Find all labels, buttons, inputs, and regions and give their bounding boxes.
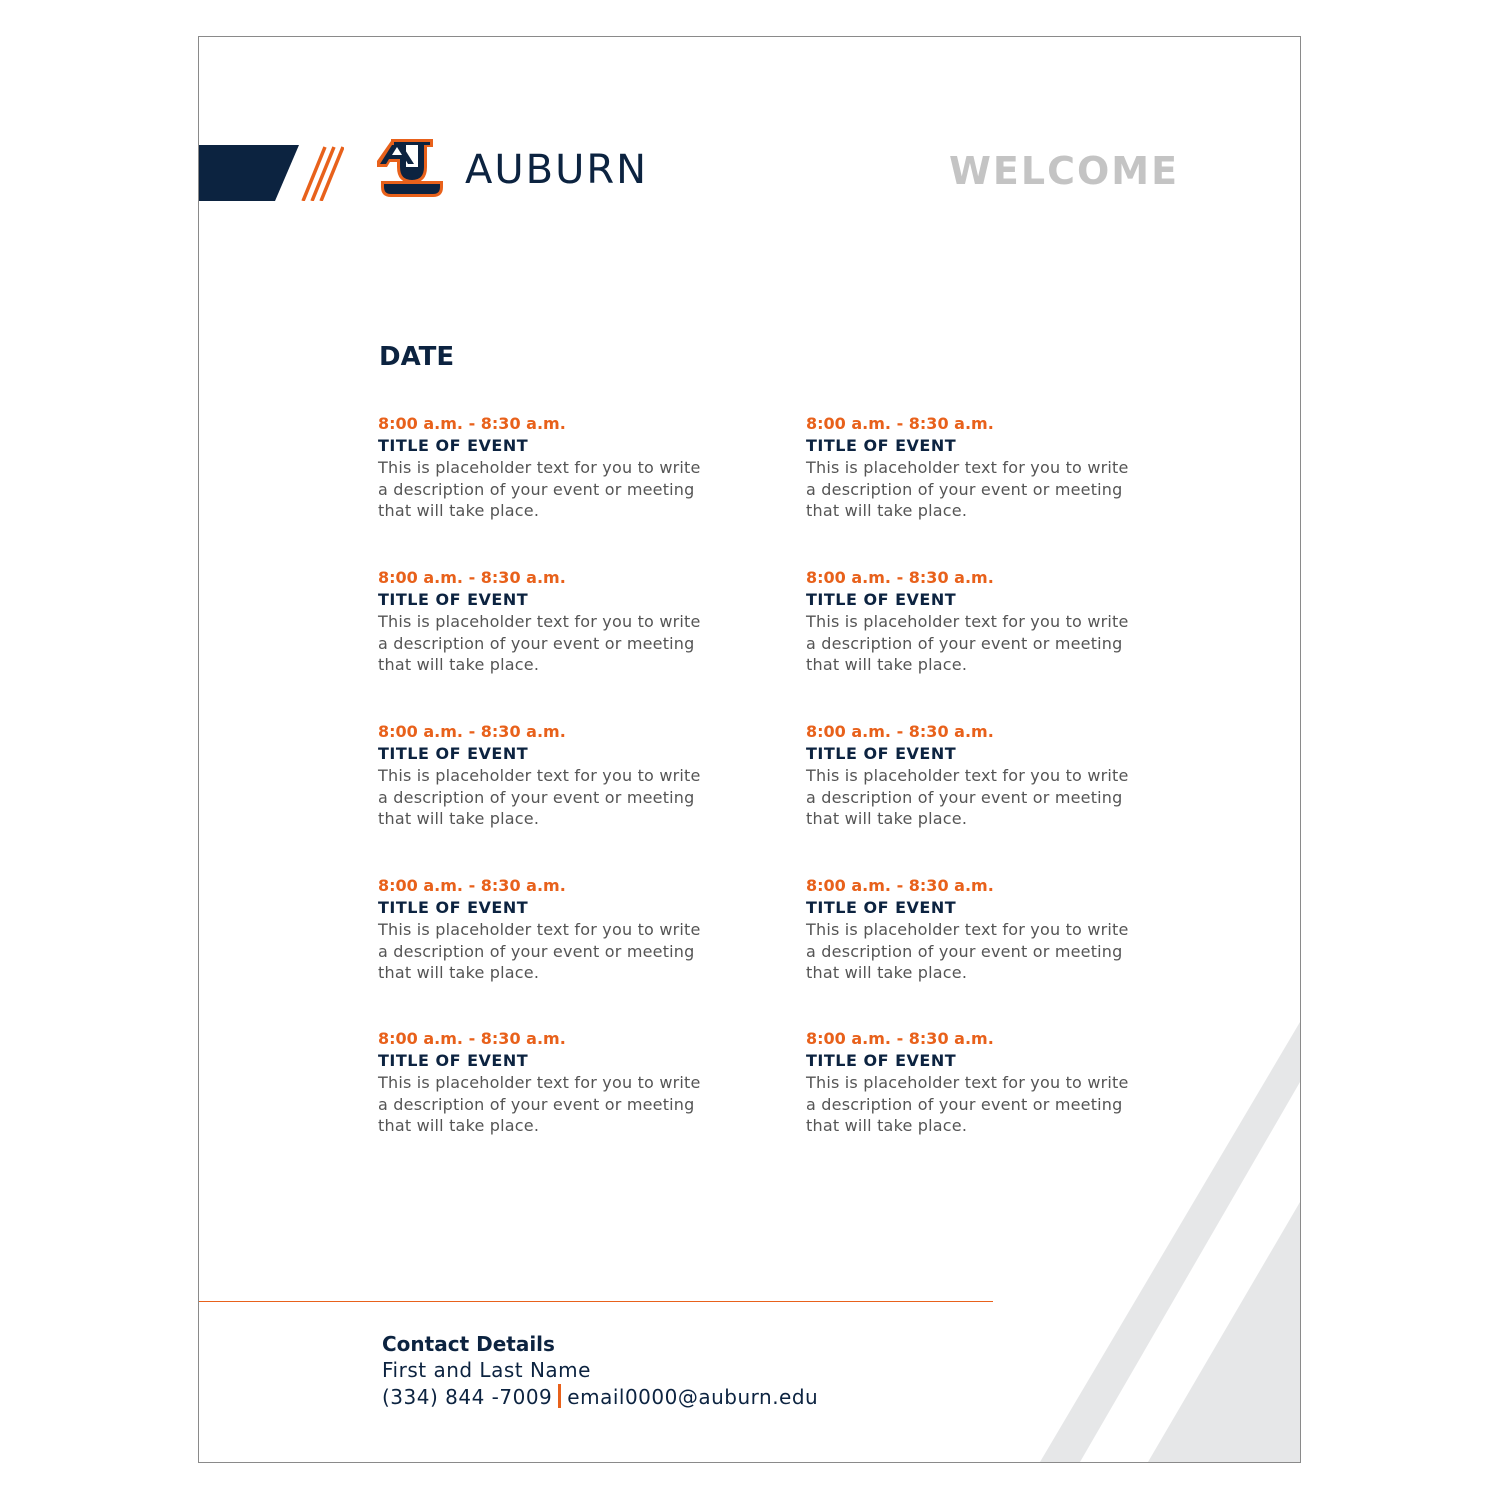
event-title: TITLE OF EVENT: [806, 744, 957, 763]
welcome-heading: WELCOME: [949, 149, 1180, 193]
event-time: 8:00 a.m. - 8:30 a.m.: [806, 568, 994, 587]
event-time: 8:00 a.m. - 8:30 a.m.: [378, 414, 566, 433]
event-time: 8:00 a.m. - 8:30 a.m.: [378, 722, 566, 741]
event-time: 8:00 a.m. - 8:30 a.m.: [378, 568, 566, 587]
event-description: This is placeholder text for you to write a description of your event or meeting that will take place.: [806, 766, 1129, 828]
event-item: [378, 1028, 708, 1137]
event-item: [806, 413, 1136, 522]
event-title: TITLE OF EVENT: [806, 590, 957, 609]
event-title: TITLE OF EVENT: [378, 1051, 529, 1070]
event-description: This is placeholder text for you to write a description of your event or meeting that will take place.: [378, 920, 701, 982]
event-description: This is placeholder text for you to write a description of your event or meeting that will take place.: [378, 612, 701, 674]
event-item: [378, 875, 708, 984]
flyer-page: [198, 36, 1301, 1463]
event-description: This is placeholder text for you to write a description of your event or meeting that will take place.: [378, 458, 701, 520]
event-title: TITLE OF EVENT: [378, 898, 529, 917]
event-time: 8:00 a.m. - 8:30 a.m.: [806, 722, 994, 741]
event-time: 8:00 a.m. - 8:30 a.m.: [806, 414, 994, 433]
date-heading: DATE: [379, 342, 455, 372]
event-item: [806, 721, 1136, 830]
event-description: This is placeholder text for you to write a description of your event or meeting that will take place.: [806, 458, 1129, 520]
event-description: This is placeholder text for you to write a description of your event or meeting that will take place.: [378, 1073, 701, 1135]
event-title: TITLE OF EVENT: [378, 436, 529, 455]
event-item: [378, 567, 708, 676]
footer-divider: [199, 1301, 993, 1302]
event-item: [378, 413, 708, 522]
auburn-au-logo-icon: [377, 137, 447, 199]
event-description: This is placeholder text for you to write a description of your event or meeting that will take place.: [806, 920, 1129, 982]
event-item: [806, 567, 1136, 676]
event-description: This is placeholder text for you to write a description of your event or meeting that will take place.: [378, 766, 701, 828]
contact-separator: [558, 1384, 561, 1408]
event-title: TITLE OF EVENT: [806, 898, 957, 917]
contact-heading: Contact Details: [382, 1332, 555, 1356]
event-item: [378, 721, 708, 830]
contact-email[interactable]: email0000@auburn.edu: [567, 1385, 819, 1409]
event-time: 8:00 a.m. - 8:30 a.m.: [806, 876, 994, 895]
header-accent-stripes: [199, 145, 344, 201]
event-title: TITLE OF EVENT: [378, 744, 529, 763]
event-title: TITLE OF EVENT: [806, 1051, 957, 1070]
contact-line: [382, 1384, 818, 1411]
event-time: 8:00 a.m. - 8:30 a.m.: [806, 1029, 994, 1048]
contact-details: [382, 1331, 818, 1411]
contact-name: First and Last Name: [382, 1358, 591, 1382]
event-time: 8:00 a.m. - 8:30 a.m.: [378, 876, 566, 895]
event-title: TITLE OF EVENT: [806, 436, 957, 455]
event-time: 8:00 a.m. - 8:30 a.m.: [378, 1029, 566, 1048]
event-description: This is placeholder text for you to write a description of your event or meeting that will take place.: [806, 1073, 1129, 1135]
contact-phone[interactable]: (334) 844 -7009: [382, 1385, 553, 1409]
auburn-wordmark: AUBURN: [465, 147, 649, 193]
decorative-corner-stripes: [1040, 1022, 1300, 1462]
event-description: This is placeholder text for you to write a description of your event or meeting that will take place.: [806, 612, 1129, 674]
event-title: TITLE OF EVENT: [378, 590, 529, 609]
event-item: [806, 875, 1136, 984]
